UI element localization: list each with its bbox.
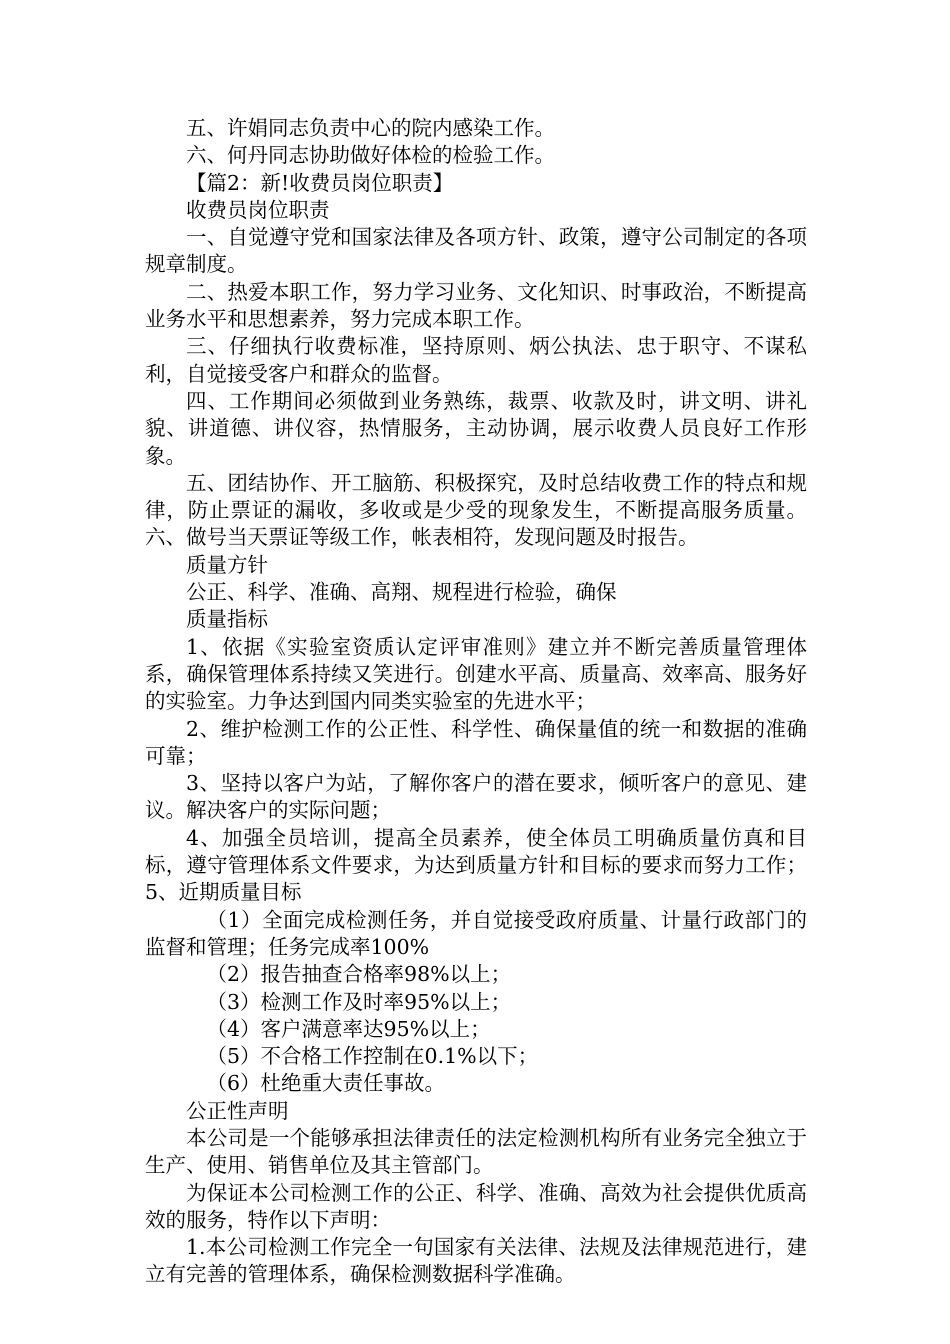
paragraph: 本公司是一个能够承担法律责任的法定检测机构所有业务完全独立于生产、使用、销售单位及其主管部门。 bbox=[145, 1125, 807, 1178]
paragraph: 四、工作期间必须做到业务熟练，裁票、收款及时，讲文明、讲礼貌、讲道德、讲仪容，热情服务，主动协调，展示收费人员良好工作形象。 bbox=[145, 388, 807, 468]
paragraph: 2、维护检测工作的公正性、科学性、确保量值的统一和数据的准确可靠； bbox=[145, 716, 807, 768]
section-title: 质量指标 bbox=[186, 607, 268, 632]
section-title: 收费员岗位职责 bbox=[186, 197, 330, 222]
section-title: 公正性声明 bbox=[186, 1098, 289, 1123]
paragraph: 3、坚持以客户为站，了解你客户的潜在要求，倾听客户的意见、建议。解决客户的实际问题； bbox=[145, 771, 807, 823]
paragraph: 公正、科学、准确、高翔、规程进行检验，确保 bbox=[186, 580, 617, 605]
paragraph: 五、团结协作、开工脑筋、积极探究，及时总结收费工作的特点和规律，防止票证的漏收，多收或是少受的现象发生，不断提高服务质量。 六、做号当天票证等级工作，帐表相符，发现问题及时报告。 bbox=[145, 470, 834, 550]
paragraph: 二、热爱本职工作，努力学习业务、文化知识、时事政治，不断提高业务水平和思想素养，努力完成本职工作。 bbox=[145, 279, 807, 332]
section-heading: 【篇2：新!收费员岗位职责】 bbox=[186, 170, 454, 195]
paragraph: 4、加强全员培训，提高全员素养，使全体员工明确质量仿真和目标，遵守管理体系文件要求，为达到质量方针和目标的要求而努力工作； 5、近期质量目标 bbox=[145, 825, 834, 905]
list-item: （4）客户满意率达95%以上； bbox=[206, 1016, 491, 1041]
paragraph: 三、仔细执行收费标准，坚持原则、炳公执法、忠于职守、不谋私利，自觉接受客户和群众的监督。 bbox=[145, 334, 807, 386]
paragraph: 1、依据《实验室资质认定评审准则》建立并不断完善质量管理体系，确保管理体系持续又笑进行。创建水平高、质量高、效率高、服务好的实验室。力争达到国内同类实验室的先进水平； bbox=[145, 634, 807, 714]
list-item: （1）全面完成检测任务，并自觉接受政府质量、计量行政部门的监督和管理；任务完成率100% bbox=[145, 907, 807, 959]
list-item: （3）检测工作及时率95%以上； bbox=[206, 989, 512, 1014]
paragraph: 为保证本公司检测工作的公正、科学、准确、高效为社会提供优质高效的服务，特作以下声明： bbox=[145, 1180, 807, 1232]
list-item: （2）报告抽查合格率98%以上； bbox=[206, 962, 512, 987]
paragraph: 六、何丹同志协助做好体检的检验工作。 bbox=[186, 143, 555, 168]
list-item: （6）杜绝重大责任事故。 bbox=[206, 1071, 446, 1096]
paragraph: 一、自觉遵守党和国家法律及各项方针、政策，遵守公司制定的各项规章制度。 bbox=[145, 225, 807, 277]
paragraph: 1.本公司检测工作完全一句国家有关法律、法规及法律规范进行，建立有完善的管理体系，确保检测数据科学准确。 bbox=[145, 1235, 807, 1287]
section-title: 质量方针 bbox=[186, 552, 268, 577]
document-page bbox=[145, 115, 834, 1289]
list-item: （5）不合格工作控制在0.1%以下； bbox=[206, 1044, 539, 1069]
paragraph: 五、许娟同志负责中心的院内感染工作。 bbox=[186, 116, 555, 140]
